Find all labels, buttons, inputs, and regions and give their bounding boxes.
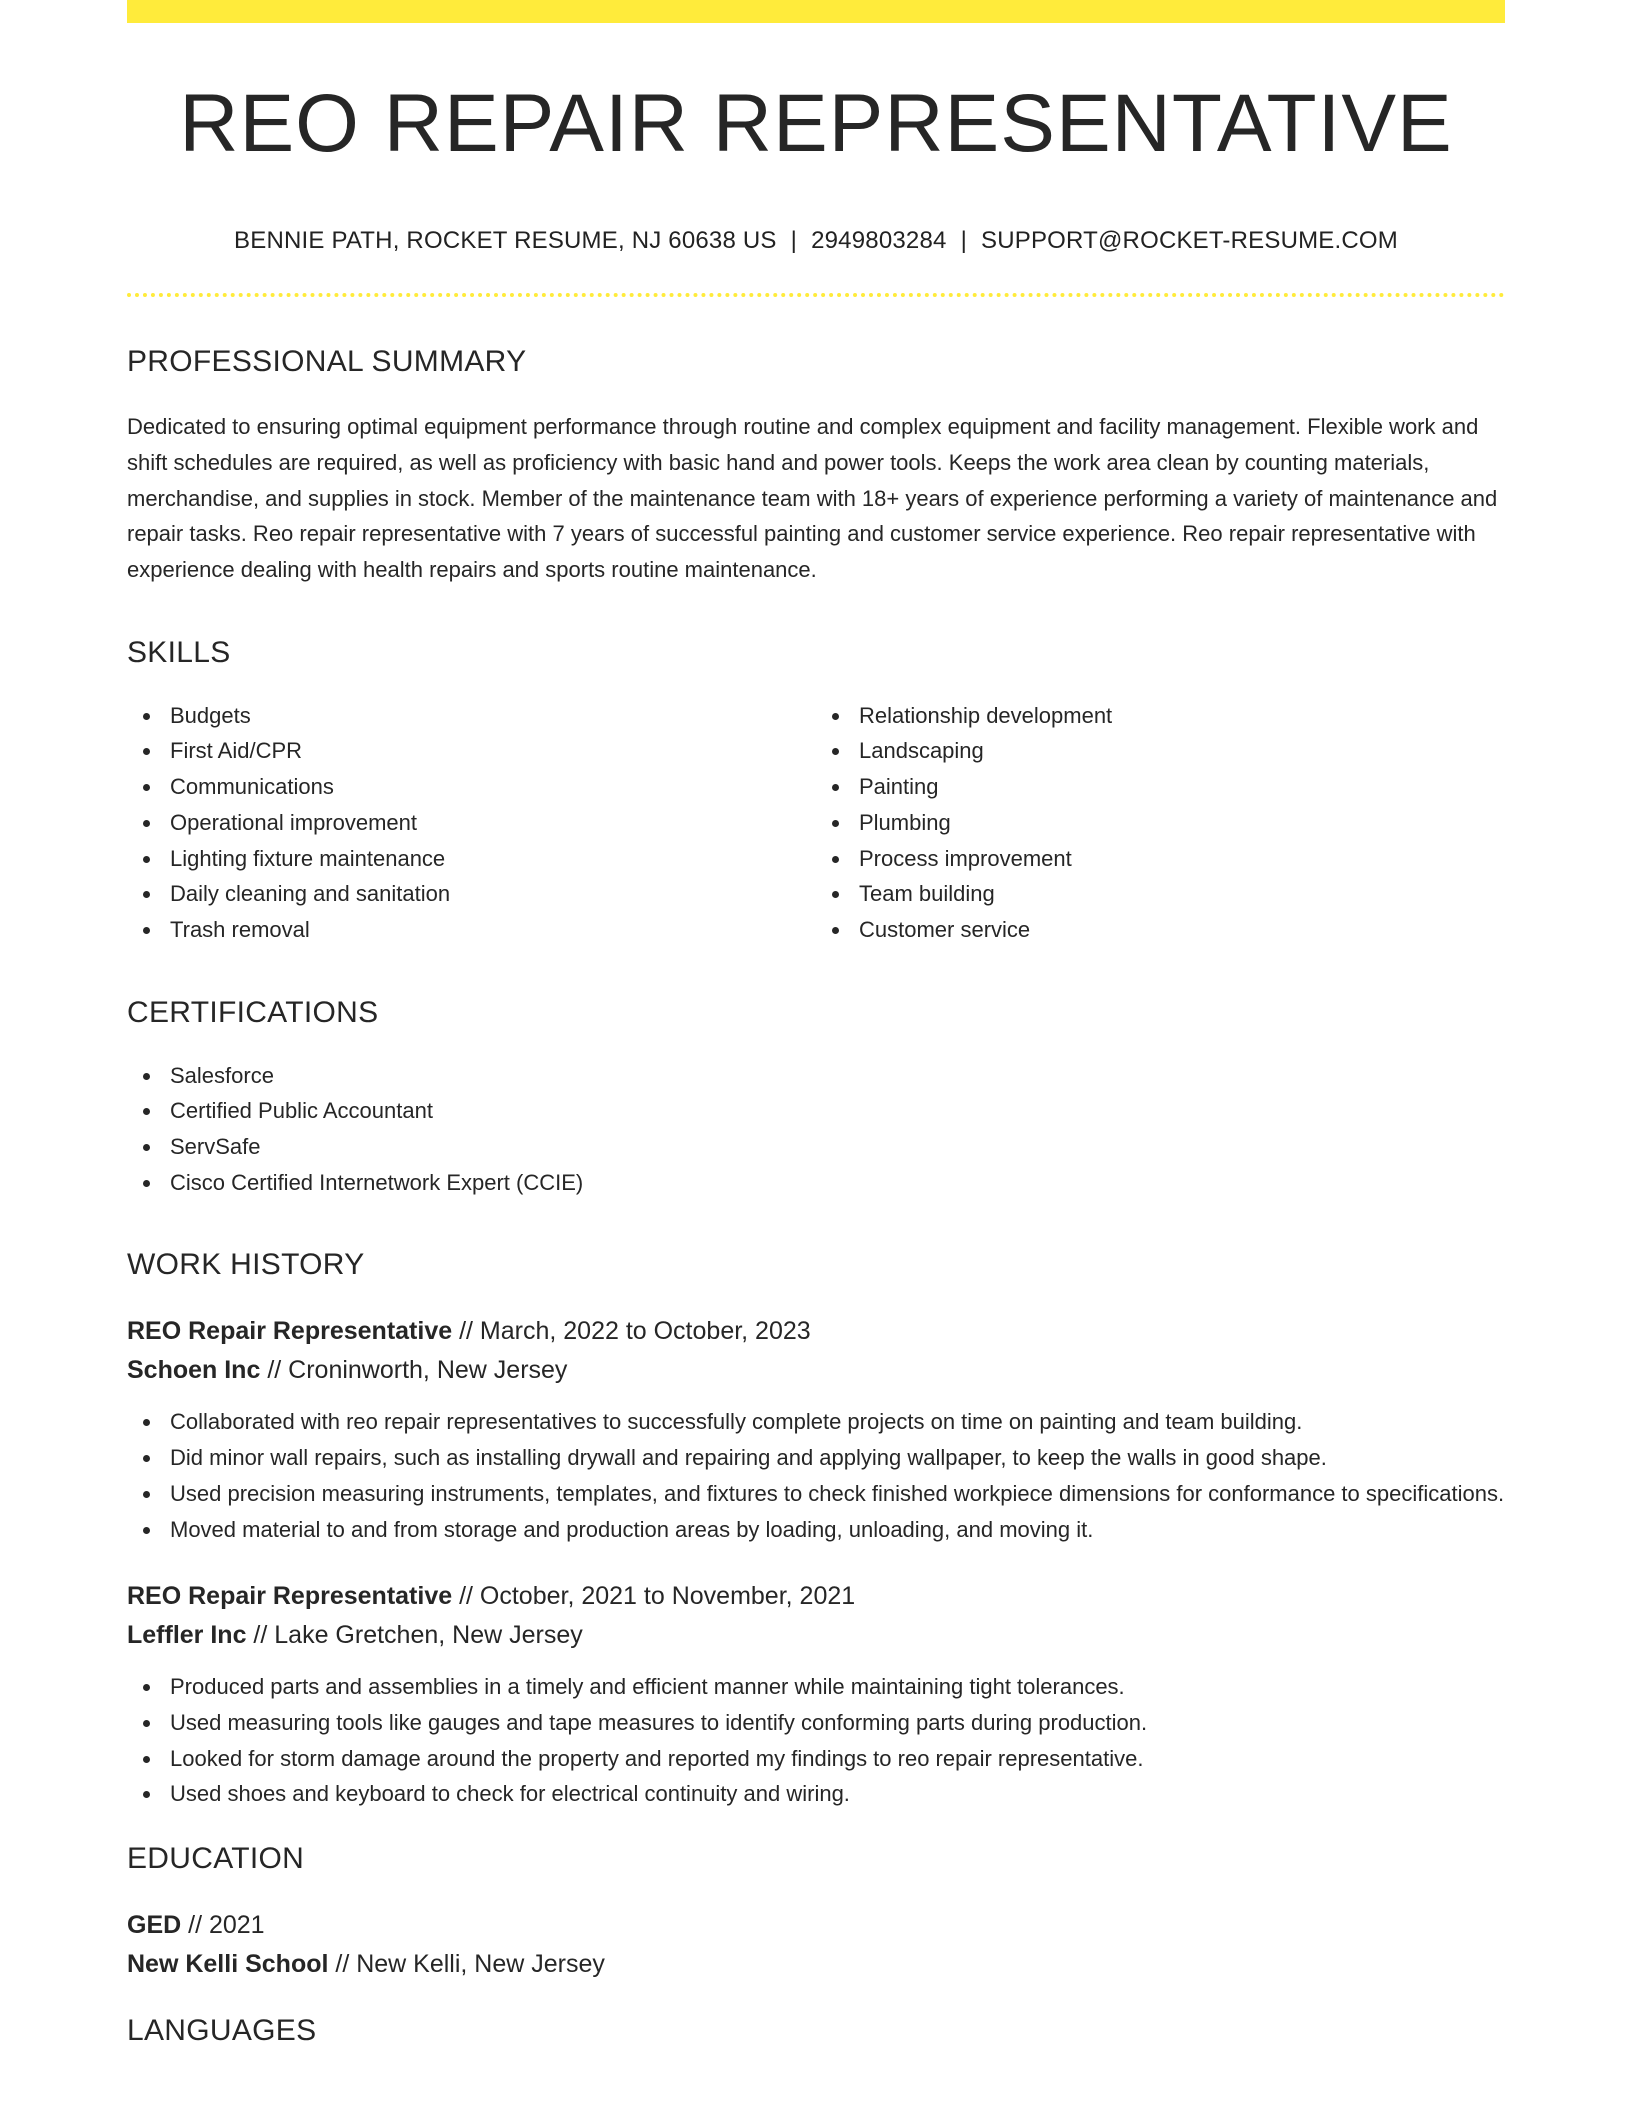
accent-top-bar — [127, 0, 1505, 23]
skill-item: Team building — [816, 876, 1505, 912]
certification-item: ServSafe — [127, 1129, 1505, 1165]
certification-item: Certified Public Accountant — [127, 1093, 1505, 1129]
skills-heading: SKILLS — [127, 635, 231, 669]
contact-separator: | — [960, 227, 967, 255]
job-dates: // October, 2021 to November, 2021 — [452, 1582, 856, 1611]
job-bullet: Moved material to and from storage and production areas by loading, unloading, and moving it. — [127, 1512, 1505, 1548]
job-bullet: Produced parts and assemblies in a timely and efficient manner while maintaining tight tolerances. — [127, 1669, 1505, 1705]
education-location: // New Kelli, New Jersey — [328, 1950, 605, 1979]
education-entry — [127, 1906, 1505, 1984]
job-title: REO Repair Representative — [127, 1582, 453, 1611]
skill-item: Communications — [127, 769, 816, 805]
contact-email: SUPPORT@ROCKET-RESUME.COM — [981, 227, 1398, 255]
education-school: New Kelli School — [127, 1950, 329, 1979]
job-title-line — [127, 1577, 1505, 1616]
skill-item: Budgets — [127, 698, 816, 734]
skill-item: Relationship development — [816, 698, 1505, 734]
certifications-heading: CERTIFICATIONS — [127, 995, 379, 1029]
skill-item: Painting — [816, 769, 1505, 805]
certification-item: Salesforce — [127, 1058, 1505, 1094]
job-entry — [127, 1577, 1505, 1812]
education-year: // 2021 — [181, 1911, 265, 1940]
job-company-line — [127, 1616, 1505, 1655]
contact-separator: | — [790, 227, 798, 255]
skill-item: Customer service — [816, 912, 1505, 948]
certification-item: Cisco Certified Internetwork Expert (CCIE) — [127, 1165, 1505, 1201]
job-company-line — [127, 1351, 1505, 1390]
job-bullets — [127, 1669, 1505, 1812]
skills-list-left — [127, 698, 816, 948]
skill-item: Landscaping — [816, 733, 1505, 769]
dotted-divider — [127, 293, 1505, 297]
resume-title: REO REPAIR REPRESENTATIVE — [179, 78, 1453, 169]
education-heading: EDUCATION — [127, 1842, 305, 1876]
job-title-line — [127, 1312, 1505, 1351]
summary-text: Dedicated to ensuring optimal equipment performance through routine and complex equipment and facility management. Flexible work and shift schedules are required, as well as proficiency with basic hand and power tools. Keeps the work area clean by counting materials, merchandise, and supplies in stock. Member of the maintenance team with 18+ years of experience performing a variety of maintenance and repair tasks. Reo repair representative with 7 years of successful painting and customer service experience. Reo repair representative with experience dealing with health repairs and sports routine maintenance. — [127, 414, 1498, 582]
contact-address: BENNIE PATH, ROCKET RESUME, NJ 60638 US — [234, 227, 777, 255]
skills-list-right — [816, 698, 1505, 948]
skills-grid — [127, 698, 1505, 948]
work-history-heading: WORK HISTORY — [127, 1248, 365, 1282]
education-degree: GED — [127, 1911, 182, 1940]
job-bullet: Did minor wall repairs, such as installing drywall and repairing and applying wallpaper, to keep the walls in good shape. — [127, 1440, 1505, 1476]
job-location: // Lake Gretchen, New Jersey — [246, 1621, 583, 1650]
certifications-list — [127, 1058, 1505, 1201]
job-company: Schoen Inc — [127, 1356, 261, 1385]
summary-heading: PROFESSIONAL SUMMARY — [127, 345, 527, 379]
job-bullet: Used measuring tools like gauges and tape measures to identify conforming parts during production. — [127, 1705, 1505, 1741]
job-title: REO Repair Representative — [127, 1317, 453, 1346]
job-dates: // March, 2022 to October, 2023 — [452, 1317, 811, 1346]
job-bullet: Used shoes and keyboard to check for electrical continuity and wiring. — [127, 1776, 1505, 1812]
job-bullet: Looked for storm damage around the property and reported my findings to reo repair representative. — [127, 1741, 1505, 1777]
education-school-line — [127, 1945, 1505, 1984]
job-entry — [127, 1312, 1505, 1547]
languages-heading: LANGUAGES — [127, 2014, 317, 2048]
job-bullet: Collaborated with reo repair representatives to successfully complete projects on time on painting and team building. — [127, 1404, 1505, 1440]
contact-line — [127, 227, 1505, 255]
job-bullet: Used precision measuring instruments, templates, and fixtures to check finished workpiece dimensions for conformance to specifications. — [127, 1476, 1505, 1512]
skill-item: Lighting fixture maintenance — [127, 841, 816, 877]
skill-item: Plumbing — [816, 805, 1505, 841]
contact-phone: 2949803284 — [811, 227, 947, 255]
skill-item: Operational improvement — [127, 805, 816, 841]
job-location: // Croninworth, New Jersey — [260, 1356, 568, 1385]
education-degree-line — [127, 1906, 1505, 1945]
skill-item: Daily cleaning and sanitation — [127, 876, 816, 912]
skill-item: Trash removal — [127, 912, 816, 948]
job-bullets — [127, 1404, 1505, 1547]
job-company: Leffler Inc — [127, 1621, 247, 1650]
skill-item: Process improvement — [816, 841, 1505, 877]
skill-item: First Aid/CPR — [127, 733, 816, 769]
